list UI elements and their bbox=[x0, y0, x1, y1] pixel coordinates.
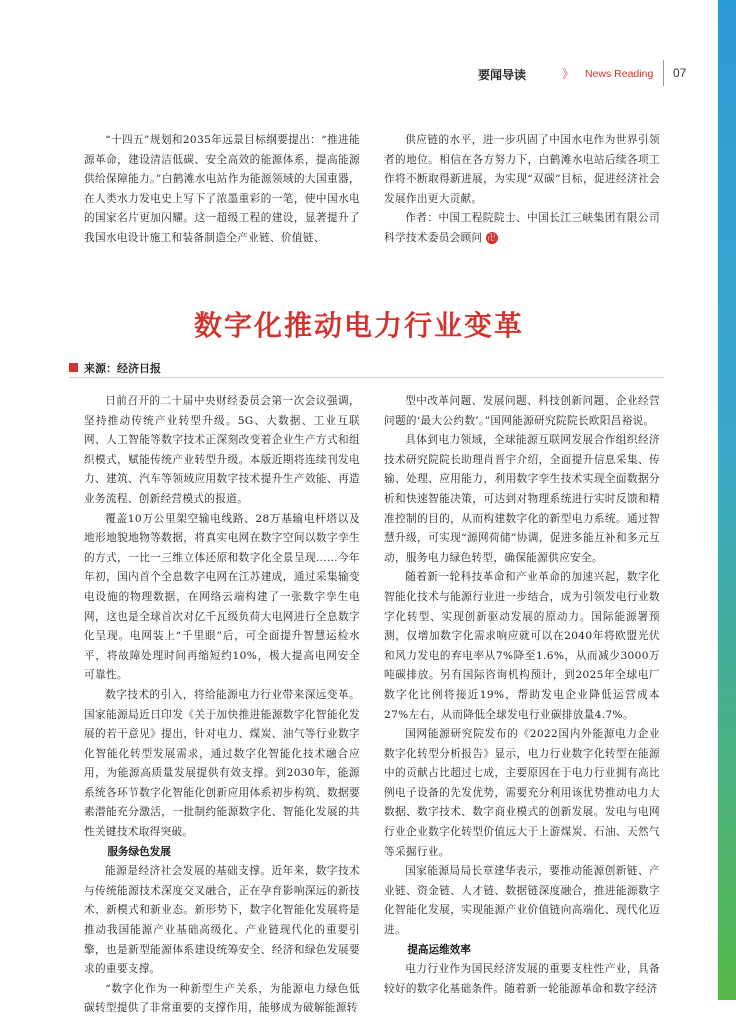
paragraph: 电力行业作为国民经济发展的重要支柱性产业，具备较好的数字化基础条件。随着新一轮能源革命和数字经济 bbox=[384, 963, 660, 995]
paragraph: 型中改革问题、发展问题、科技创新问题、企业经营问题的‘最大公约数’。”国网能源研究院院长欧阳昌裕说。 bbox=[384, 395, 660, 427]
side-color-bar bbox=[718, 0, 736, 1000]
article-title: 数字化推动电力行业变革 bbox=[193, 309, 524, 342]
end-mark-icon: 卍 bbox=[487, 232, 496, 242]
article-source: 来源：经济日报 bbox=[84, 362, 161, 375]
article-column-left bbox=[84, 392, 360, 1019]
paragraph: 能源是经济社会发展的基础支撑。近年来，数字技术与传统能源技术深度交叉融合，正在孕育影响深远的新技术、新模式和新业态。新形势下，数字化智能化发展将是推动我国能源产业基础高级化、产业链现代化的重要引擎，也是新型能源体系建设统筹安全、经济和绿色发展要求的重要支撑。 bbox=[84, 865, 360, 976]
section-title: 要闻导读 bbox=[478, 68, 527, 82]
paragraph: 日前召开的二十届中央财经委员会第一次会议强调，坚持推动传统产业转型升级。5G、大数据、工业互联网、人工智能等数字技术正深刻改变着企业生产方式和组织模式，赋能传统产业转型升级。本版近期将连续刊发电力、建筑、汽车等领域应用数字技术提升生产效能、再造业务流程、创新经营模式的报道。 bbox=[84, 395, 360, 505]
source-marker-icon bbox=[69, 363, 78, 372]
paragraph: 覆盖10万公里架空输电线路、28万基输电杆塔以及地形地貌地物等数据，将真实电网在数字空间以数字孪生的方式，一比一三维立体还原和数字化全景呈现……今年年初，国内首个全息数字电网在江苏建成，通过采集输变电设施的物理数据，在网络云端构建了一张数字孪生电网，这也是全球首次对亿千瓦级负荷大电网进行全息数字化呈现。电网装上“千里眼”后，可全面提升智慧运检水平，将故障处理时间再缩短约10%，极大提高电网安全可靠性。 bbox=[84, 512, 360, 682]
section-title-en: News Reading bbox=[585, 68, 654, 80]
section-heading: 提高运维效率 bbox=[407, 943, 471, 956]
top-column-right bbox=[384, 131, 660, 249]
author-text: 作者：中国工程院院士、中国长江三峡集团有限公司科学技术委员会顾问 bbox=[384, 212, 660, 244]
paragraph: 国网能源研究院发布的《2022国内外能源电力企业数字化转型分析报告》显示，电力行业数字化转型在能源中的贡献占比超过七成，主要原因在于电力行业拥有高比例电子设备的先发优势，需要充分利用该优势推动电力大数据、数字技术、数字商业模式的创新发展。发电与电网行业企业数字化转型价值远大于上游煤炭、石油、天然气等采掘行业。 bbox=[384, 728, 660, 858]
section-heading: 服务绿色发展 bbox=[107, 845, 171, 858]
paragraph: 具体到电力领域，全球能源互联网发展合作组织经济技术研究院院长助理肖晋宇介绍，全面提升信息采集、传输、处理、应用能力，利用数字孪生技术实现全面数据分析和快速智能决策，可达到对物理系统进行实时反馈和精准控制的目的，从而构建数字化的新型电力系统。通过智慧升级，可实现“源网荷储”协调，促进多能互补和多元互动，服务电力绿色转型，确保能源供应安全。 bbox=[384, 434, 660, 564]
double-chevron-icon: 》 bbox=[562, 67, 575, 81]
paragraph: “数字化作为一种新型生产关系，为能源电力绿色低碳转型提供了非常重要的支撑作用，能够成为破解能源转 bbox=[84, 982, 360, 1015]
paragraph: 随着新一轮科技革命和产业革命的加速兴起，数字化智能化技术与能源行业进一步结合，成为引领发电行业数字化转型、实现创新驱动发展的原动力。国际能源署预测，仅增加数字化需求响应就可以在2040年将欧盟光伏和风力发电的弃电率从7%降至1.6%，从而减少3000万吨碳排放。另有国际咨询机构预计，到2025年全球电厂数字化比例将接近19%，帮助发电企业降低运营成本27%左右，从而降低全球发电行业碳排放量4.7%。 bbox=[384, 571, 660, 721]
paragraph: 国家能源局局长章建华表示，要推动能源创新链、产业链、资金链、人才链、数据链深度融合，推进能源数字化智能化发展，实现能源产业价值链向高端化、现代化迈进。 bbox=[384, 865, 660, 937]
paragraph: 数字技术的引入，将给能源电力行业带来深远变革。国家能源局近日印发《关于加快推进能源数字化智能化发展的若干意见》提出，针对电力、煤炭、油气等行业数字化智能化转型发展需求，通过数字化智能化技术融合应用，为能源高质量发展提供有效支撑。到2030年，能源系统各环节数字化智能化创新应用体系初步构筑、数据要素潜能充分激活，一批制约能源数字化、智能化发展的共性关键技术取得突破。 bbox=[84, 688, 360, 839]
article-column-right bbox=[384, 392, 660, 999]
source-divider bbox=[69, 377, 664, 378]
header-divider bbox=[663, 60, 664, 86]
top-column-left bbox=[84, 131, 360, 249]
paragraph: 供应链的水平，进一步巩固了中国水电作为世界引领者的地位。相信在各方努力下，白鹤滩水电站后续各项工作将不断取得新进展，为实现“双碳”目标，促进经济社会发展作出更大贡献。 bbox=[384, 134, 660, 205]
author-line bbox=[384, 209, 660, 248]
paragraph: “十四五”规划和2035年远景目标纲要提出：“推进能源革命，建设清洁低碳、安全高效的能源体系，提高能源供给保障能力。”白鹤滩水电站作为能源领域的大国重器，在人类水力发电史上写下了浓墨重彩的一笔，使中国水电的国家名片更加闪耀。这一超级工程的建设，显著提升了我国水电设计施工和装备制造全产业链、价值链、 bbox=[84, 134, 360, 244]
page-number: 07 bbox=[673, 66, 687, 80]
